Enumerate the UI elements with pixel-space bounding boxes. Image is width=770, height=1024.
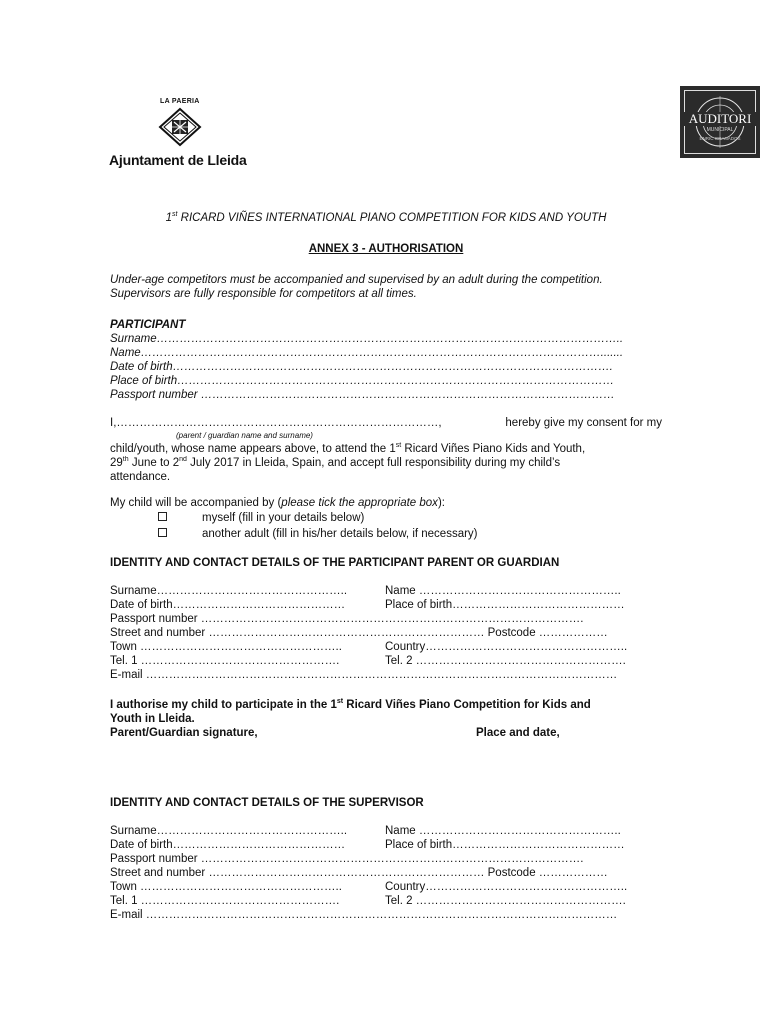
auditori-logo-text: AUDITORI (684, 112, 756, 126)
auditori-ring-text: ENRIC GRANADOS (699, 136, 741, 141)
consent-line-4: attendance. (110, 471, 171, 483)
consent-line-3: 29th June to 2nd July 2017 in Lleida, Spain, and accept full responsibility during my child’s (110, 456, 561, 469)
parent-passport-field[interactable]: Passport number ………………………………………………………………………………………. (110, 613, 584, 625)
parent-street-field[interactable]: Street and number ……………………………………………………………… Postcode ……………… (110, 627, 608, 639)
supervisor-section-heading: IDENTITY AND CONTACT DETAILS OF THE SUPERVISOR (110, 797, 424, 809)
supervisor-pob-field[interactable]: Place of birth……………………………………… (385, 839, 625, 851)
document-title: 1st RICARD VIÑES INTERNATIONAL PIANO COMPETITION FOR KIDS AND YOUTH (165, 211, 607, 224)
lleida-logo (108, 96, 268, 176)
parent-email-field[interactable]: E-mail …………………………………………………………………………………………………………… (110, 669, 618, 681)
supervisor-surname-field[interactable]: Surname………………………………………….. (110, 825, 348, 837)
parent-section-heading: IDENTITY AND CONTACT DETAILS OF THE PARTICIPANT PARENT OR GUARDIAN (110, 557, 560, 569)
parent-tel1-field[interactable]: Tel. 1 ……………………………………………. (110, 655, 340, 667)
checkbox-myself[interactable] (158, 512, 167, 521)
lleida-city-name: Ajuntament de Lleida (109, 152, 247, 168)
supervisor-tel2-field[interactable]: Tel. 2 ………………………………………………. (385, 895, 626, 907)
participant-heading: PARTICIPANT (110, 319, 186, 331)
supervisor-street-field[interactable]: Street and number ……………………………………………………………… Postcode ……………… (110, 867, 608, 879)
consent-line-2: child/youth, whose name appears above, to attend the 1st Ricard Viñes Piano Kids and Youth, (110, 442, 586, 455)
supervisor-name-field[interactable]: Name …………………………………………….. (385, 825, 621, 837)
intro-line-1: Under-age competitors must be accompanied and supervised by an adult during the competition. (110, 274, 603, 286)
intro-line-2: Supervisors are fully responsible for competitors at all times. (110, 288, 417, 300)
annex-heading: ANNEX 3 - AUTHORISATION (308, 243, 464, 255)
auditori-logo (680, 86, 760, 158)
supervisor-email-field[interactable]: E-mail …………………………………………………………………………………………………………… (110, 909, 618, 921)
auditori-sub-text: MUNICIPAL (706, 127, 734, 133)
supervisor-tel1-field[interactable]: Tel. 1 ……………………………………………. (110, 895, 340, 907)
place-date-label: Place and date, (476, 727, 560, 739)
supervisor-country-field[interactable]: Country…………………………………………….. (385, 881, 628, 893)
parent-pob-field[interactable]: Place of birth……………………………………… (385, 599, 625, 611)
parent-surname-field[interactable]: Surname………………………………………….. (110, 585, 348, 597)
consent-guardian-name-field[interactable]: I,…………………………………………………………………………, (110, 417, 442, 429)
authorise-line-1: I authorise my child to participate in the 1st Ricard Viñes Piano Competition for Kids and (110, 698, 591, 711)
participant-passport-field[interactable]: Passport number ……………………………………………………………………………………………… (110, 389, 615, 401)
consent-line-1: I,…………………………………………………………………………, hereby give my consent for my (110, 417, 662, 429)
accompany-option-myself[interactable] (158, 511, 365, 525)
lleida-crest-icon (158, 107, 202, 147)
accompany-option-other-label: another adult (fill in his/her details below, if necessary) (202, 528, 478, 540)
supervisor-town-field[interactable]: Town …………………………………………….. (110, 881, 342, 893)
supervisor-dob-field[interactable]: Date of birth……………………………………… (110, 839, 346, 851)
parent-tel2-field[interactable]: Tel. 2 ………………………………………………. (385, 655, 626, 667)
participant-surname-field[interactable]: Surname………………………………………………………………………………………………………….. (110, 333, 624, 345)
authorise-line-2: Youth in Lleida. (110, 713, 195, 725)
parent-country-field[interactable]: Country…………………………………………….. (385, 641, 628, 653)
consent-caption: (parent / guardian name and surname) (176, 431, 313, 440)
participant-pob-field[interactable]: Place of birth…………………………………………………………………………………………………… (110, 375, 615, 387)
participant-name-field[interactable]: Name…………………………………………………………………………………………………………....... (110, 347, 624, 359)
checkbox-other-adult[interactable] (158, 528, 167, 537)
parent-town-field[interactable]: Town …………………………………………….. (110, 641, 342, 653)
supervisor-passport-field[interactable]: Passport number ………………………………………………………………………………………. (110, 853, 584, 865)
participant-dob-field[interactable]: Date of birth……………………………………………………………………………………………………. (110, 361, 613, 373)
parent-name-field[interactable]: Name …………………………………………….. (385, 585, 621, 597)
accompany-option-other[interactable] (158, 527, 478, 541)
guardian-signature-label: Parent/Guardian signature, (110, 727, 258, 739)
lleida-small-label: LA PAERIA (160, 98, 200, 105)
parent-dob-field[interactable]: Date of birth……………………………………… (110, 599, 346, 611)
accompany-question: My child will be accompanied by (please tick the appropriate box): (110, 497, 445, 509)
accompany-option-myself-label: myself (fill in your details below) (202, 512, 365, 524)
